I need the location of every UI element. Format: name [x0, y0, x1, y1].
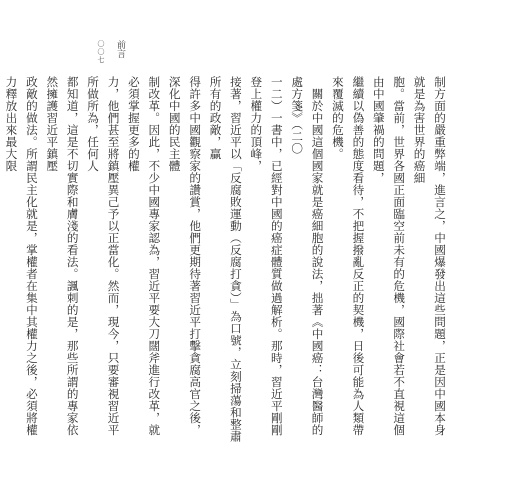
text-line: 制改革。因此，不少中國專家認為，習近平要大刀闊斧進行改革，就必須掌握更多的權 — [126, 76, 162, 436]
text-line: 一二）一書中，已經對中國的癌症體質做過解析。那時，習近平剛剛登上權力的頂峰， — [249, 76, 284, 436]
text-line — [0, 76, 1, 446]
text-line: 得許多中國觀察家的讚賞，他們更期待著習近平打擊貪腐高官之後，深化中國的民主體 — [167, 76, 203, 436]
text-line: 關於中國這個國家就是癌細胞的說法，拙著《中國癌：台灣醫師的處方箋》（二〇 — [290, 76, 325, 436]
page-number: 〇〇七 — [97, 40, 105, 64]
text-line: 接著，習近平以「反腐敗運動（反腐打貪）」為口號，立刻掃蕩和整肅所有的政敵，贏 — [208, 76, 243, 443]
text-line: 都知道，這是不切實際和膚淺的看法。諷刺的是，那些所謂的專家依然擁護習近平鎮壓 — [45, 76, 80, 436]
text-line: 胞。當前，世界各國正面臨空前未有的危機，國際社會若不直視這個由中國肇禍的問題， — [371, 76, 407, 436]
text-line: 政敵的做法。所謂民主化就是，掌權者在集中其權力之後，必須將權力釋放出來最大限 — [4, 76, 39, 436]
running-head: 前言 — [115, 40, 125, 58]
text-line: 制方面的嚴重弊端，進言之，中國爆發出這些問題，正是因中國本身就是為害世界的癌細 — [412, 76, 447, 436]
body-text — [4, 76, 450, 446]
text-line: 繼續以偽善的態度看待，不把握撥亂反正的契機，日後可能為人類帶來覆滅的危機。 — [330, 76, 366, 436]
text-line: 力，他們甚至將鎮壓異己予以正當化。然而，現今，只要審視習近平所做所為，任何人 — [86, 76, 121, 436]
